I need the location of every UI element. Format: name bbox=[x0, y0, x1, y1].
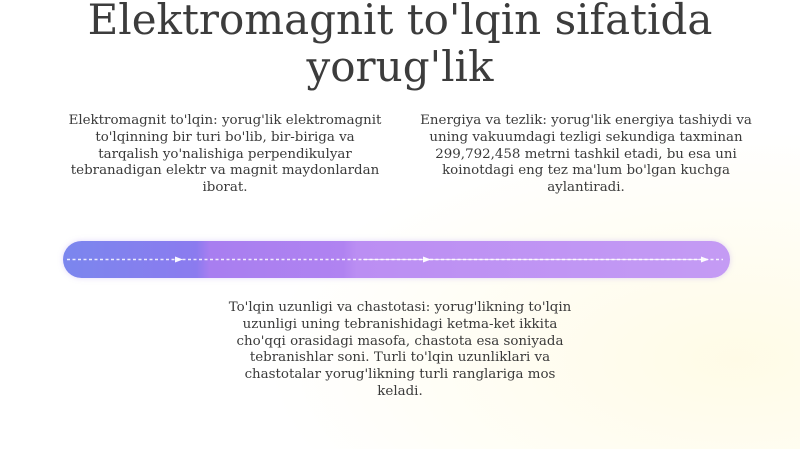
arrow-icon bbox=[423, 257, 431, 263]
electromagnetic-wave-text: Elektromagnit to'lqin: yorug'lik elektromagnit to'lqinning bir turi bo'lib, bir-biriga va tarqalish yo'nalishiga perpendikulyar tebranadigan elektr va magnit maydonlardan iborat. bbox=[68, 113, 382, 196]
energy-speed-text: Energiya va tezlik: yorug'lik energiya tashiydi va uning vakuumdagi tezligi sekundiga taxminan 299,792,458 metrni tashkil etadi, bu esa uni koinotdagi eng tez ma'lum bo'lgan kuchga aylantiradi. bbox=[420, 113, 752, 196]
light-beam-graphic bbox=[63, 241, 730, 278]
light-wave-illustration bbox=[63, 241, 730, 278]
slide-title: Elektromagnit to'lqin sifatida yorug'lik bbox=[87, 0, 713, 91]
wavelength-frequency-text: To'lqin uzunligi va chastotasi: yorug'likning to'lqin uzunligi uning tebranishidagi ketma-ket ikkita cho'qqi orasidagi masofa, chastota esa soniyada tebranishlar soni. Turli to'lqin uzunliklari va chastotalar yorug'likning turli ranglariga mos keladi. bbox=[228, 300, 572, 399]
arrow-icon bbox=[701, 257, 709, 263]
arrow-icon bbox=[175, 257, 183, 263]
